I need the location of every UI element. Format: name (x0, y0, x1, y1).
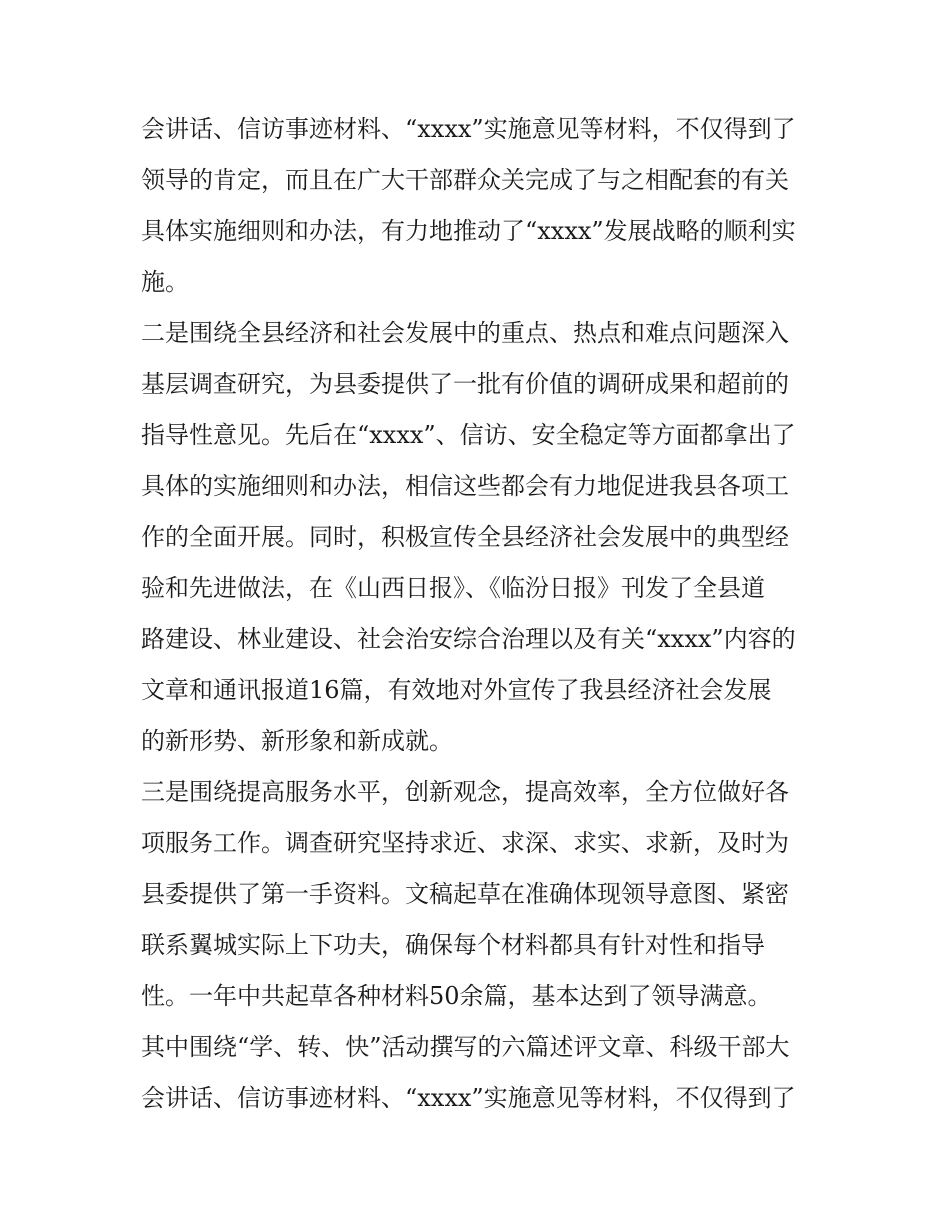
text-line: 会讲话、信访事迹材料、“xxxx”实施意见等材料，不仅得到了 (141, 1084, 796, 1112)
text-line: 的新形势、新形象和新成就。 (141, 727, 453, 755)
text-line: 指导性意见。先后在“xxxx”、信访、安全稳定等方面都拿出了 (141, 421, 796, 449)
text-line: 作的全面开展。同时，积极宣传全县经济社会发展中的典型经 (141, 523, 789, 551)
text-line: 文章和通讯报道16篇，有效地对外宣传了我县经济社会发展 (141, 676, 772, 704)
text-line: 具体实施细则和办法，有力地推动了“xxxx”发展战略的顺利实 (141, 217, 796, 245)
text-line: 其中围绕“学、转、快”活动撰写的六篇述评文章、科级干部大 (141, 1033, 790, 1061)
text-line: 项服务工作。调查研究坚持求近、求深、求实、求新，及时为 (141, 829, 789, 857)
text-line: 基层调查研究，为县委提供了一批有价值的调研成果和超前的 (141, 370, 789, 398)
text-line: 领导的肯定，而且在广大干部群众关完成了与之相配套的有关 (141, 166, 789, 194)
text-line: 施。 (141, 268, 189, 296)
document-body-text (141, 104, 821, 1124)
text-line: 县委提供了第一手资料。文稿起草在准确体现领导意图、紧密 (141, 880, 789, 908)
text-line: 会讲话、信访事迹材料、“xxxx”实施意见等材料，不仅得到了 (141, 115, 796, 143)
text-line: 具体的实施细则和办法，相信这些都会有力地促进我县各项工 (141, 472, 789, 500)
text-line: 性。一年中共起草各种材料50余篇，基本达到了领导满意。 (141, 982, 772, 1010)
text-line: 三是围绕提高服务水平，创新观念，提高效率，全方位做好各 (141, 778, 789, 806)
text-line: 二是围绕全县经济和社会发展中的重点、热点和难点问题深入 (141, 319, 789, 347)
text-line: 验和先进做法，在《山西日报》、《临汾日报》刊发了全县道 (141, 574, 765, 602)
text-line: 联系翼城实际上下功夫，确保每个材料都具有针对性和指导 (141, 931, 765, 959)
text-line: 路建设、林业建设、社会治安综合治理以及有关“xxxx”内容的 (141, 625, 796, 653)
